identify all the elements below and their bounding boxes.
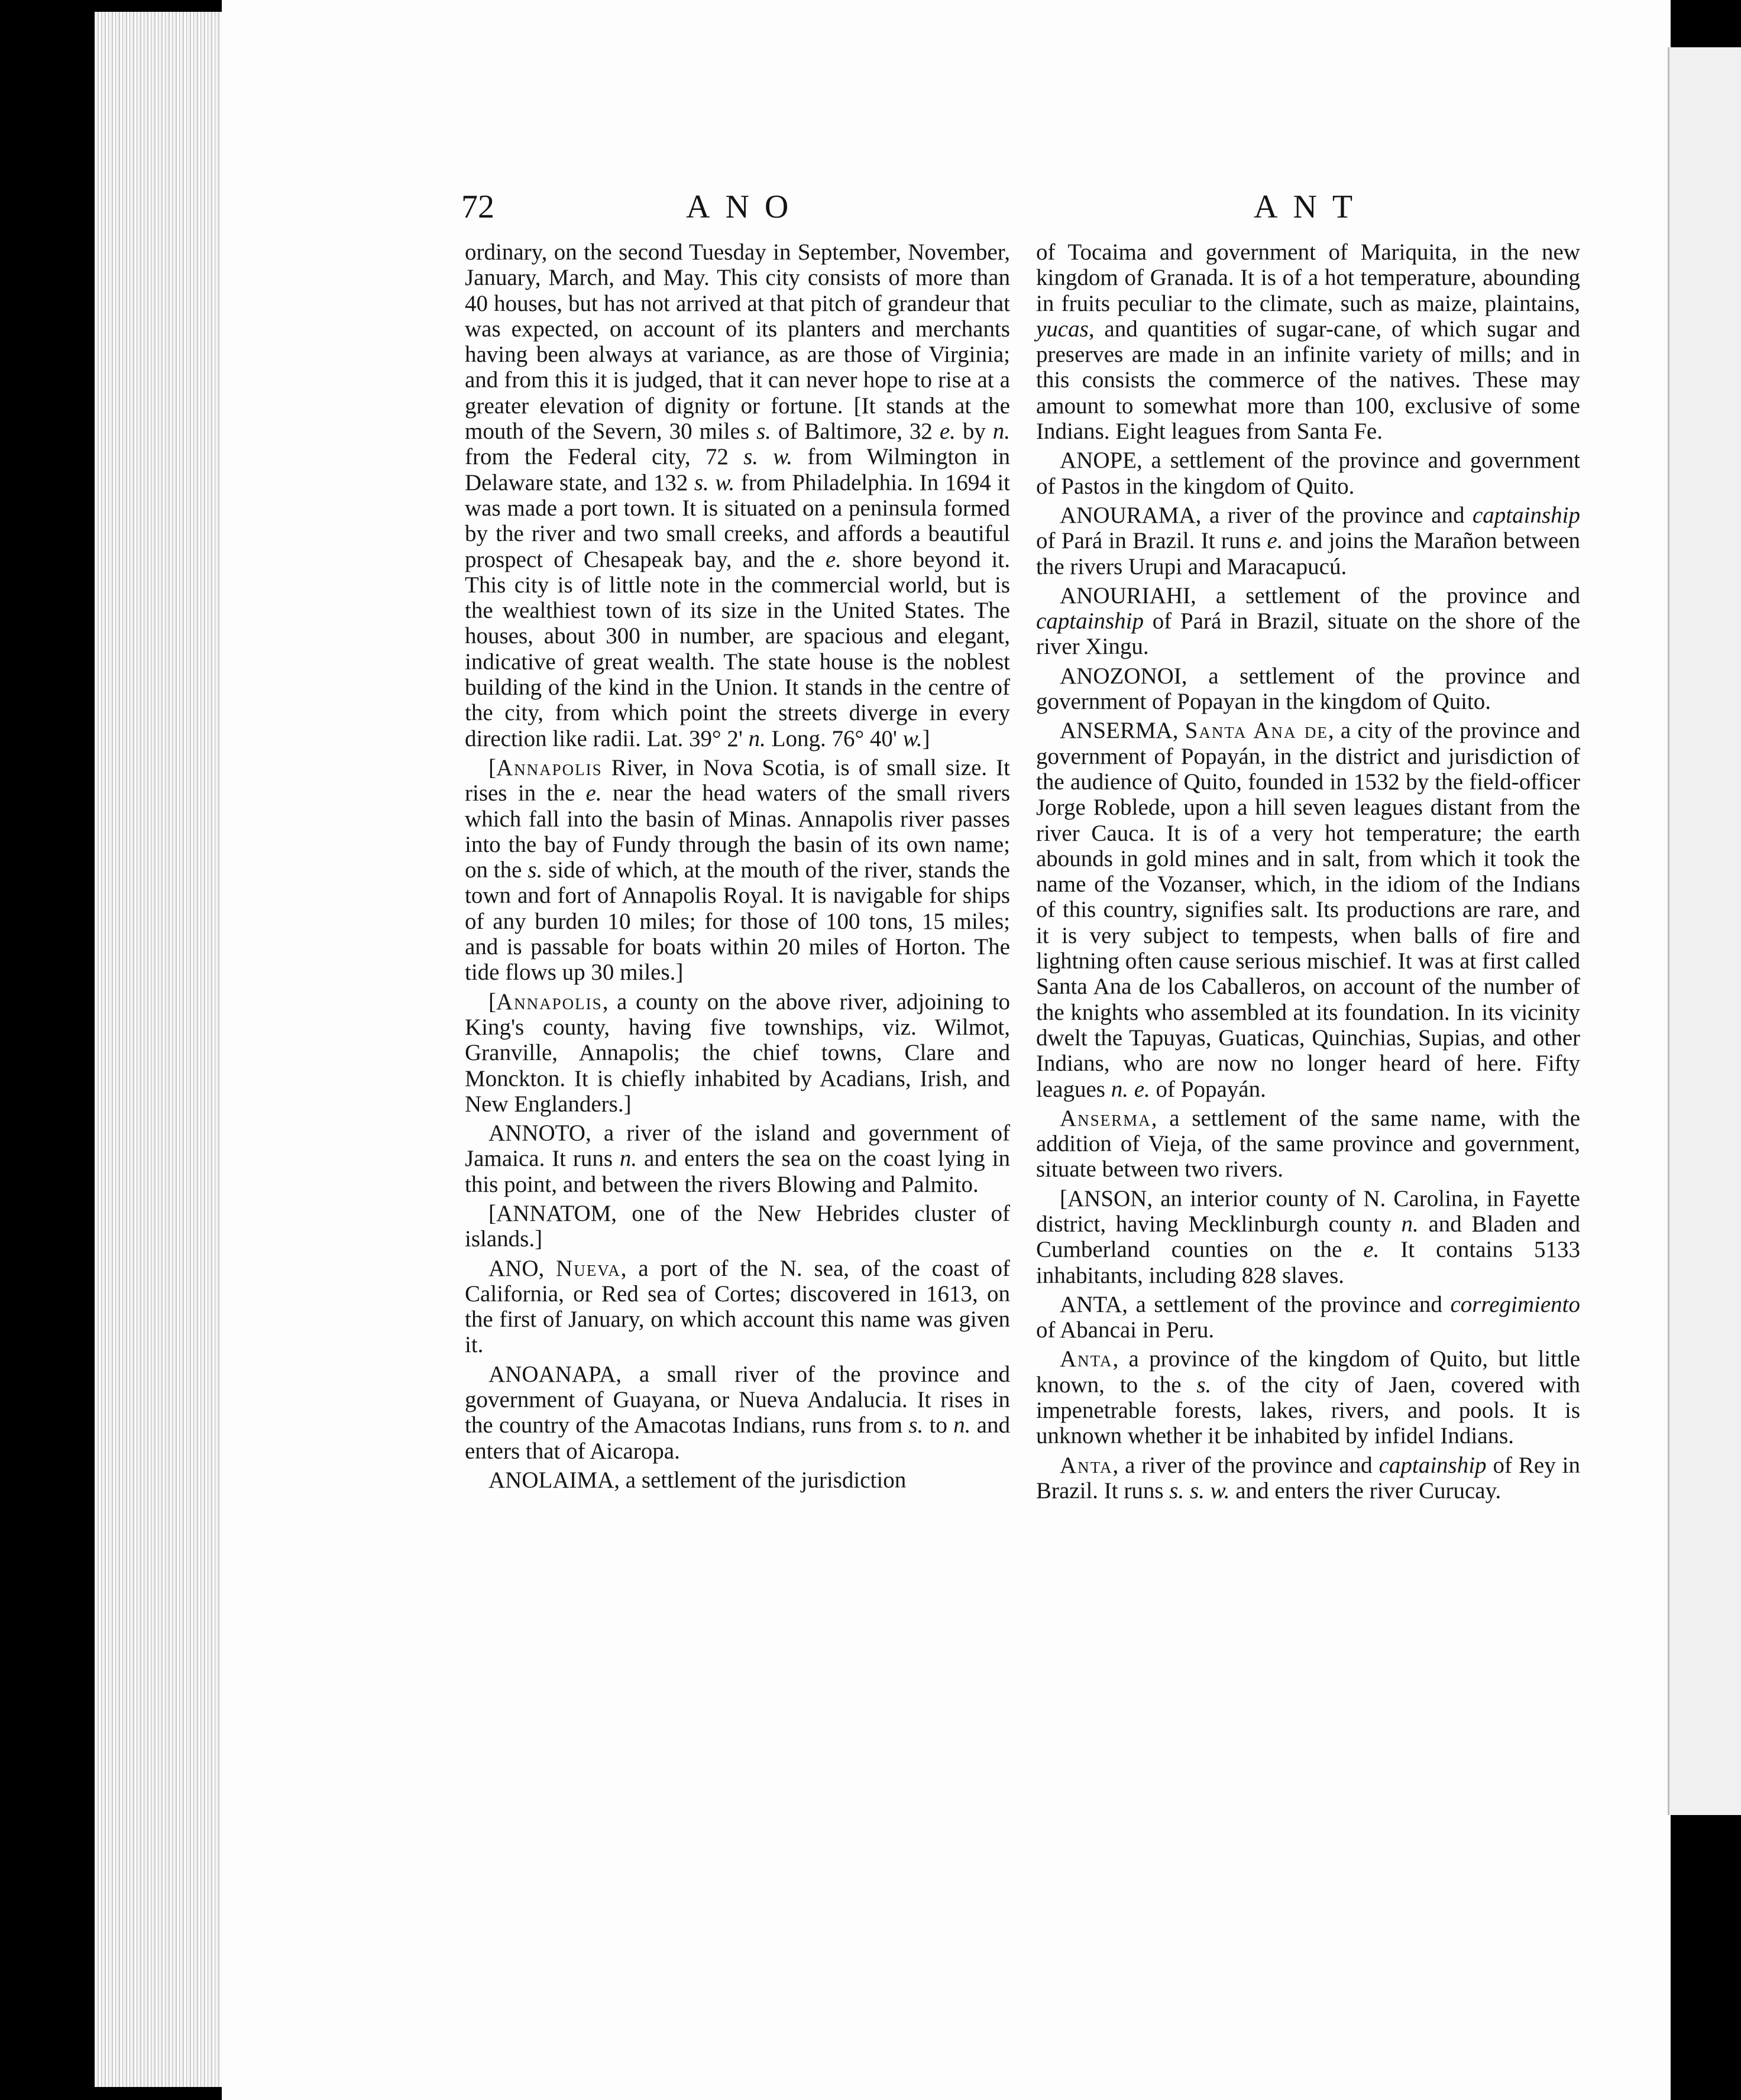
entry-anta-province: Anta, a province of the kingdom of Quito, but little known, to the s. of the city of Jaen, covered with impenetrable forests, lakes, rivers, and pools. It is unknown whether it be inhabited by infidel Indians.	[1036, 1346, 1580, 1449]
running-head-left: ANO	[686, 189, 804, 225]
entry-anta-settlement: ANTA, a settlement of the province and corregimiento of Abancai in Peru.	[1036, 1291, 1580, 1343]
next-page-edge	[1668, 47, 1741, 1815]
entry-anserma-settlement: Anserma, a settlement of the same name, with the addition of Vieja, of the same province and government, situate between two rivers.	[1036, 1105, 1580, 1182]
right-column	[1036, 239, 1580, 1507]
entry-anouriahi: ANOURIAHI, a settlement of the province and captainship of Pará in Brazil, situate on the shore of the river Xingu.	[1036, 582, 1580, 660]
entry-anolaima-continued: of Tocaima and government of Mariquita, in the new kingdom of Granada. It is of a hot temperature, abounding in fruits peculiar to the climate, such as maize, plaintains, yucas, and quantities of sugar-cane, of which sugar and preserves are made in an infinite variety of mills; and in this consists the commerce of the natives. These may amount to somewhat more than 100, exclusive of some Indians. Eight leagues from Santa Fe.	[1036, 239, 1580, 445]
entry-annapolis-river: [Annapolis River, in Nova Scotia, is of small size. It rises in the e. near the head waters of the small rivers which fall into the basin of Minas. Annapolis river passes into the bay of Fundy through the basin of its own name; on the s. side of which, at the mouth of the river, stands the town and fort of Annapolis Royal. It is navigable for ships of any burden 10 miles; for those of 100 tons, 15 miles; and is passable for boats within 20 miles of Horton. The tide flows up 30 miles.]	[465, 754, 1010, 986]
entry-anourama: ANOURAMA, a river of the province and captainship of Pará in Brazil. It runs e. and joins the Marañon between the rivers Urupi and Maracapucú.	[1036, 502, 1580, 579]
book-page-edge	[95, 12, 222, 2087]
entry-anolaima: ANOLAIMA, a settlement of the jurisdiction	[488, 1467, 907, 1493]
entry-annapolis-county: [Annapolis, a county on the above river, adjoining to King's county, having five townships, viz. Wilmot, Granville, Annapolis; the chief towns, Clare and Monckton. It is chiefly inhabited by Acadians, Irish, and New Englanders.]	[465, 989, 1010, 1117]
entry-anta-river: Anta, a river of the province and captainship of Rey in Brazil. It runs s. s. w. and enters the river Curucay.	[1036, 1452, 1580, 1503]
entry-annapolis-continued: ordinary, on the second Tuesday in September, November, January, March, and May. This city consists of more than 40 houses, but has not arrived at that pitch of grandeur that was expected, on account of its planters and merchants having been always at variance, as are those of Virginia; and from this it is judged, that it can never hope to rise at a greater elevation of dignity or fortune. [It stands at the mouth of the Severn, 30 miles s. of Baltimore, 32 e. by n. from the Federal city, 72 s. w. from Wilmington in Delaware state, and 132 s. w. from Philadelphia. In 1694 it was made a port town. It is situated on a peninsula formed by the river and two small creeks, and affords a beautiful prospect of Chesapeak bay, and the e. shore beyond it. This city is of little note in the commercial world, but is the wealthiest town of its size in the United States. The houses, about 300 in number, are spacious and elegant, indicative of great wealth. The state house is the noblest building of the kind in the Union. It stands in the centre of the city, from which point the streets diverge in every direction like radii. Lat. 39° 2' n. Long. 76° 40' w.]	[465, 239, 1011, 751]
entry-anson: [ANSON, an interior county of N. Carolina, in Fayette district, having Mecklinburgh county n. and Bladen and Cumberland counties on the e. It contains 5133 inhabitants, including 828 slaves.	[1036, 1185, 1581, 1288]
entry-anserma: ANSERMA, Santa Ana de, a city of the province and government of Popayán, in the district and jurisdiction of the audience of Quito, founded in 1532 by the field-officer Jorge Roblede, upon a hill seven leagues distant from the river Cauca. It is of a very hot temperature; the earth abounds in gold mines and in salt, from which it took the name of the Vozanser, which, in the idiom of the Indians of this country, signifies salt. Its productions are rare, and it is very subject to tempests, when balls of fire and lightning often cause serious mischief. It was at first called Santa Ana de los Caballeros, on account of the number of the knights who assembled at its foundation. In its vicinity dwelt the Tapuyas, Guaticas, Quinchias, Supias, and other Indians, who are now no longer heard of here. Fifty leagues n. e. of Popayán.	[1036, 718, 1580, 1102]
page-number: 72	[461, 189, 494, 225]
entry-anoanapa: ANOANAPA, a small river of the province and government of Guayana, or Nueva Andalucia. It rises in the country of the Amacotas Indians, runs from s. to n. and enters that of Aicaropa.	[465, 1361, 1010, 1464]
running-head-right: ANT	[1254, 189, 1368, 225]
left-column	[465, 239, 1010, 1496]
entry-annoto: ANNOTO, a river of the island and government of Jamaica. It runs n. and enters the sea on the coast lying in this point, and between the rivers Blowing and Palmito.	[465, 1120, 1010, 1197]
entry-anozonoi: ANOZONOI, a settlement of the province and government of Popayan in the kingdom of Quito.	[1036, 663, 1580, 715]
entry-anope: ANOPE, a settlement of the province and government of Pastos in the kingdom of Quito.	[1036, 448, 1580, 499]
entry-annatom: [ANNATOM, one of the New Hebrides cluster of islands.]	[465, 1200, 1010, 1252]
entry-ano-nueva: ANO, Nueva, a port of the N. sea, of the coast of California, or Red sea of Cortes; discovered in 1613, on the first of January, on which account this name was given it.	[465, 1255, 1010, 1358]
